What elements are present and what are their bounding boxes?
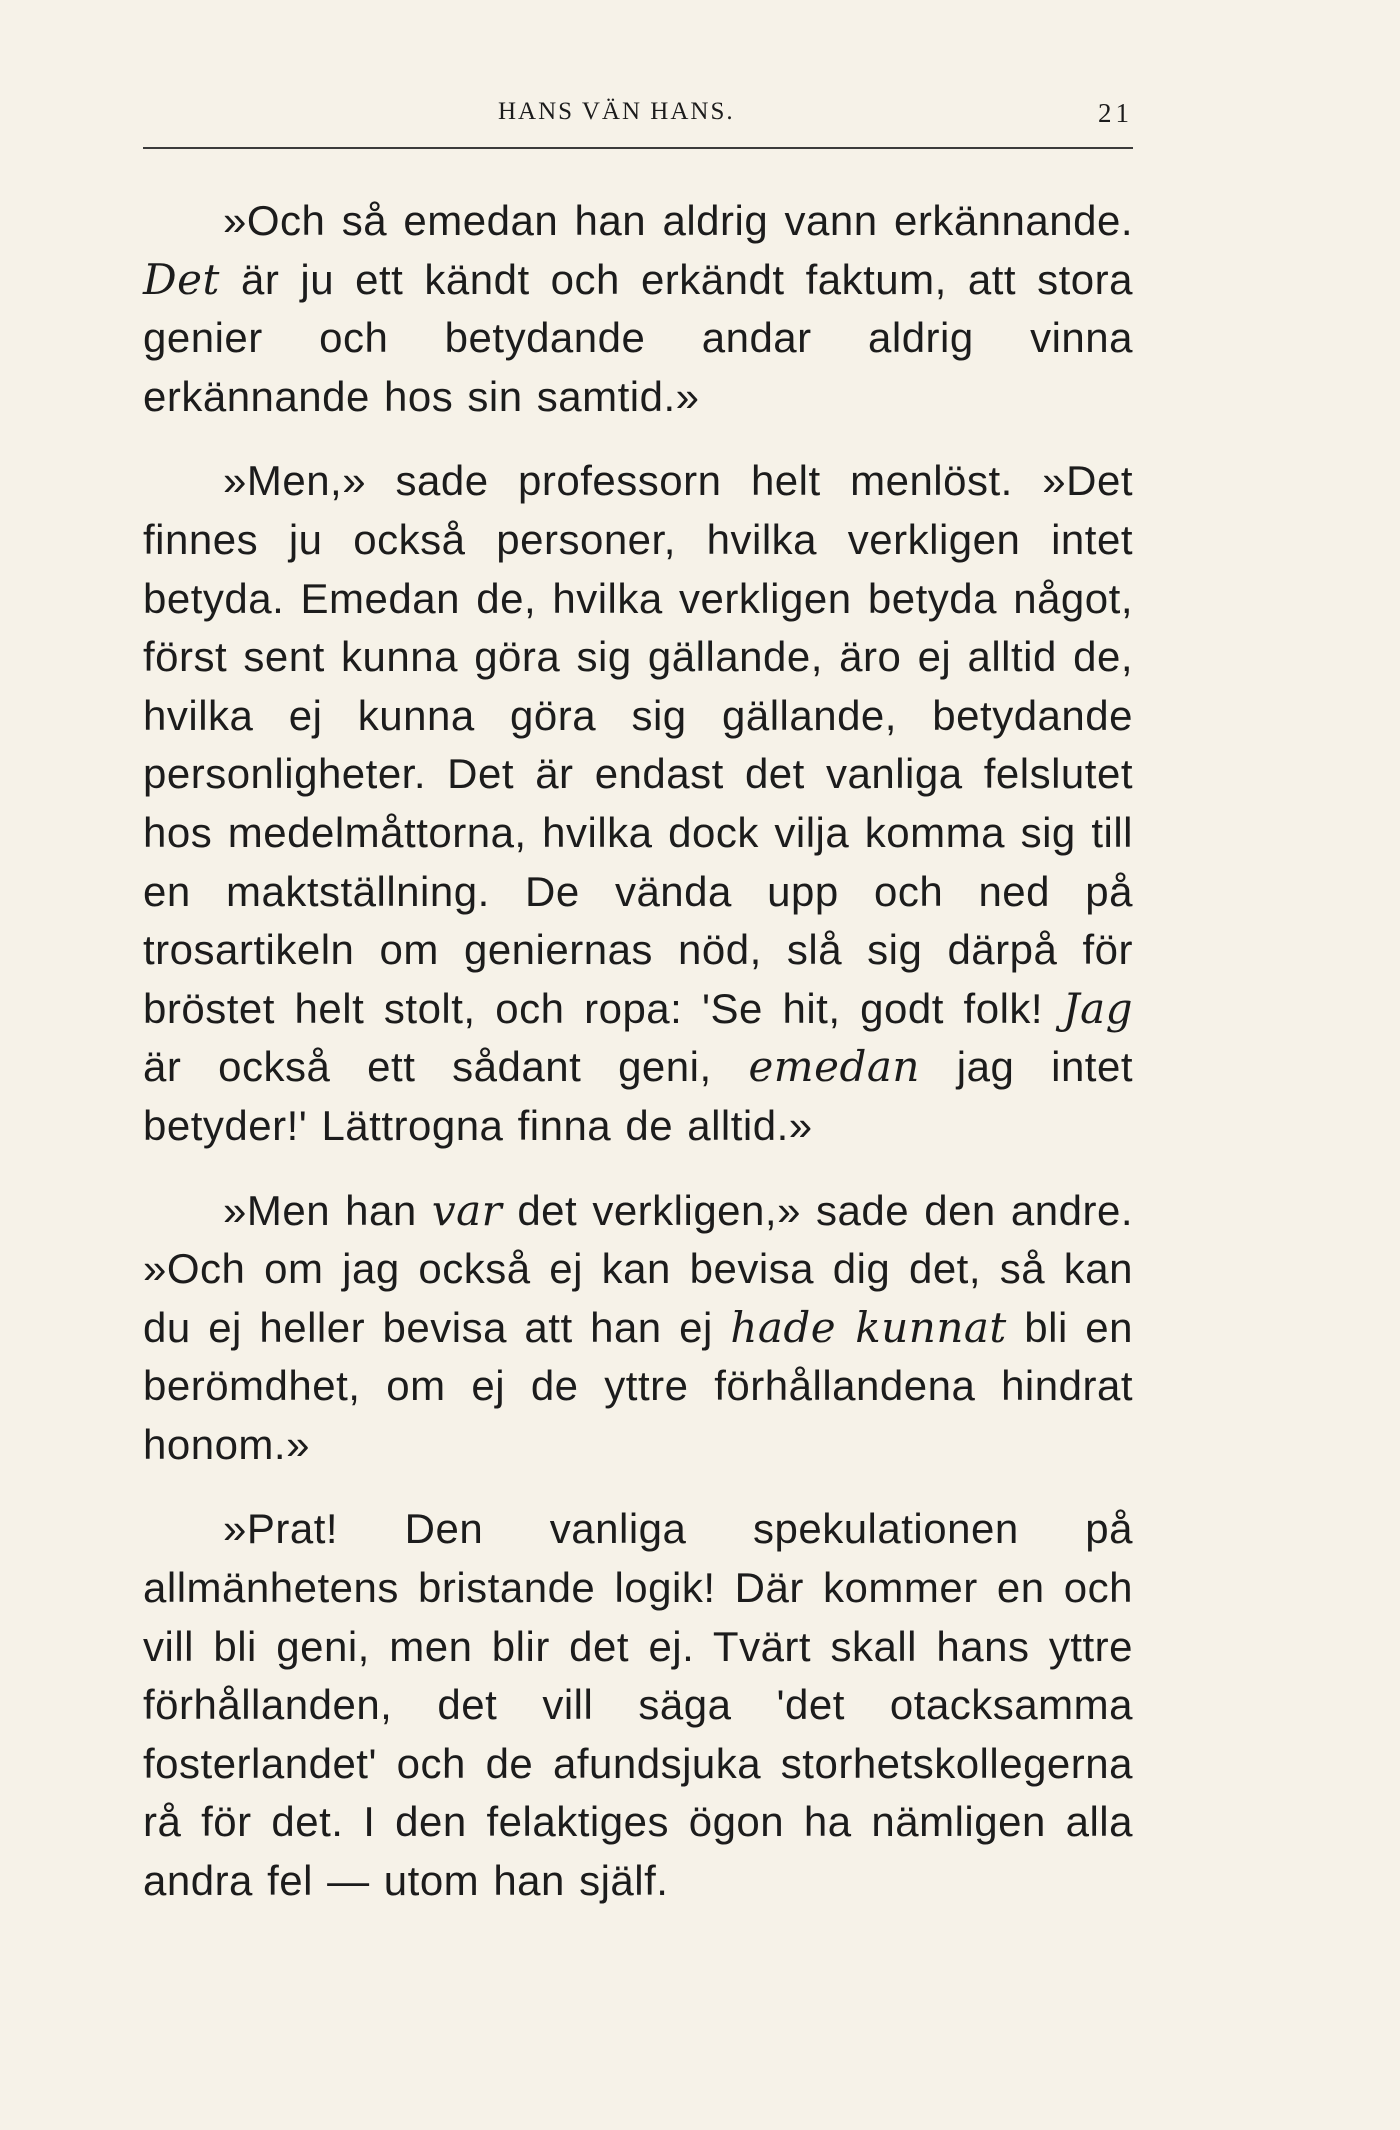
text-segment: jag intet betyder!' Lättrogna finna de alltid.» — [143, 1043, 1134, 1149]
header-rule — [143, 147, 1133, 149]
text-segment: »Men,» sade professorn helt menlöst. »Det finnes ju också personer, hvilka verkligen intet betyda. Emedan de, hvilka verkligen betyda något, först sent kunna göra sig gällande, äro ej alltid de, hvilka ej kunna göra sig gällande, betydande personligheter. Det är endast det vanliga felslutet hos medelmåttorna, hvilka dock vilja komma sig till en maktställning. De vända upp och ned på trosartikeln om geniernas nöd, slå sig därpå för bröstet helt stolt, och ropa: 'Se hit, godt folk! — [143, 457, 1133, 1032]
paragraph — [143, 452, 1133, 1155]
page-header — [143, 98, 1133, 138]
text-segment: är ju ett kändt och erkändt faktum, att stora genier och betydande andar aldrig vinna erkännande hos sin samtid.» — [143, 255, 1133, 420]
page-number: 21 — [1098, 98, 1133, 128]
paragraph — [143, 1500, 1133, 1910]
paragraph — [143, 1182, 1133, 1475]
emphasis-text: emedan — [748, 1042, 920, 1092]
text-segment: »Men han — [223, 1186, 432, 1234]
emphasis-text: Jag — [1062, 983, 1133, 1033]
running-title: HANS VÄN HANS. — [498, 98, 735, 125]
text-segment: »Och så emedan han aldrig vann erkännande. — [223, 197, 1133, 244]
text-segment: det verkligen,» sade den andre. »Och om jag också ej kan bevisa dig det, så kan du ej heller bevisa att han ej — [143, 1186, 1133, 1351]
emphasis-text: hade kunnat — [730, 1302, 1007, 1352]
text-segment: »Prat! Den vanliga spekulationen på allmänhetens bristande logik! Där kommer en och vill bli geni, men blir det ej. Tvärt skall hans yttre förhållanden, det vill säga 'det otacksamma fosterlandet' och de afundsjuka storhetskollegerna rå för det. I den felaktiges ögon ha nämligen alla andra fel — utom han själf. — [143, 1505, 1133, 1905]
emphasis-text: var — [431, 1185, 503, 1235]
text-segment: bli en berömdhet, om ej de yttre förhållandena hindrat honom.» — [143, 1303, 1134, 1468]
text-segment: är också ett sådant geni, — [143, 1043, 749, 1091]
paragraph — [143, 192, 1133, 426]
body-text — [143, 192, 1133, 1911]
emphasis-text: Det — [143, 254, 220, 304]
